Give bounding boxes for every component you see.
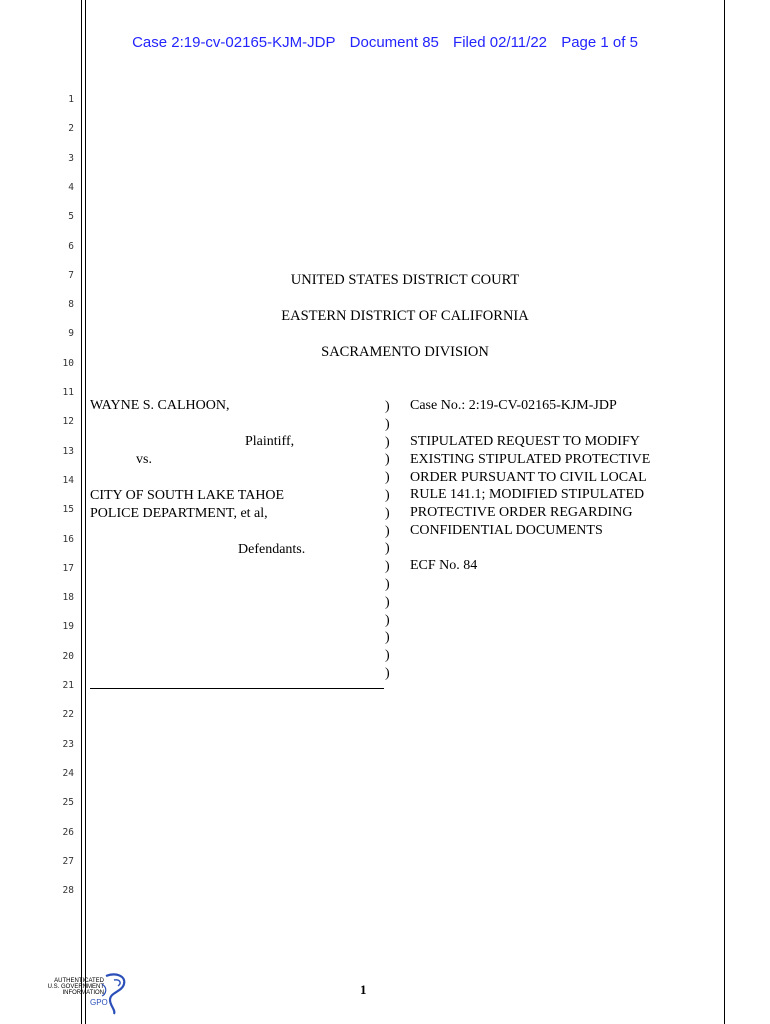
document-title-line: RULE 141.1; MODIFIED STIPULATED <box>410 487 645 503</box>
versus-label: vs. <box>136 452 152 467</box>
line-number: 2 <box>68 123 74 135</box>
gpo-mark: GPO <box>90 998 108 1007</box>
line-number: 19 <box>62 621 74 633</box>
line-number: 17 <box>62 562 74 574</box>
ecf-header <box>0 34 770 51</box>
defendant-name-line-2: POLICE DEPARTMENT, et al, <box>90 506 268 521</box>
line-number: 3 <box>68 152 74 164</box>
caption-paren: ) <box>385 665 390 681</box>
caption-paren: ) <box>385 470 390 486</box>
caption-paren: ) <box>385 541 390 557</box>
line-number: 21 <box>62 680 74 691</box>
court-district: EASTERN DISTRICT OF CALIFORNIA <box>281 308 529 324</box>
line-number: 15 <box>62 504 74 516</box>
line-number: 11 <box>62 387 74 398</box>
right-margin-rule <box>724 0 725 1024</box>
gpo-text-line-1: AUTHENTICATED <box>54 978 104 984</box>
plaintiff-role: Plaintiff, <box>245 434 295 449</box>
document-title-line: PROTECTIVE ORDER REGARDING <box>410 505 633 521</box>
header-page-count: Page 1 of 5 <box>561 34 638 51</box>
line-number: 22 <box>62 709 74 721</box>
caption-paren: ) <box>385 612 390 628</box>
line-number: 1 <box>68 94 74 105</box>
caption-paren: ) <box>385 505 390 521</box>
caption-paren: ) <box>385 416 390 432</box>
page-number: 1 <box>360 982 367 997</box>
defendant-name-line-1: CITY OF SOUTH LAKE TAHOE <box>90 488 285 503</box>
court-division: SACRAMENTO DIVISION <box>321 344 489 360</box>
court-name: UNITED STATES DISTRICT COURT <box>290 272 520 288</box>
left-margin-rule <box>81 0 82 1024</box>
line-number: 5 <box>68 211 74 223</box>
line-number: 8 <box>68 299 74 311</box>
document-title <box>410 433 650 540</box>
gpo-text-line-2: U.S. GOVERNMENT <box>47 984 104 990</box>
line-number: 12 <box>62 416 74 428</box>
gpo-authentication-logo <box>44 970 130 1016</box>
caption-paren: ) <box>385 452 390 468</box>
line-number: 27 <box>62 855 74 867</box>
caption-paren: ) <box>385 559 390 575</box>
caption-paren: ) <box>385 630 390 646</box>
gpo-eagle-icon <box>44 970 130 1016</box>
header-filed-date: Filed 02/11/22 <box>453 34 548 51</box>
gpo-text-line-3: INFORMATION <box>62 990 104 996</box>
case-number: Case No.: 2:19-CV-02165-KJM-JDP <box>410 398 617 413</box>
plaintiff-name: WAYNE S. CALHOON, <box>90 398 230 413</box>
line-number: 28 <box>62 885 74 897</box>
line-number: 7 <box>68 269 74 281</box>
line-number: 4 <box>68 181 74 193</box>
caption-paren-column <box>385 398 390 683</box>
caption-paren: ) <box>385 648 390 664</box>
line-number: 26 <box>62 826 74 838</box>
line-number: 16 <box>62 533 74 545</box>
line-number: 24 <box>62 767 74 779</box>
line-number: 23 <box>62 738 74 750</box>
header-document-number: Document 85 <box>349 34 439 51</box>
line-number: 25 <box>62 797 74 809</box>
defendant-role: Defendants. <box>238 542 306 557</box>
caption-paren: ) <box>385 594 390 610</box>
header-case-number: Case 2:19-cv-02165-KJM-JDP <box>132 34 336 51</box>
document-title-line: EXISTING STIPULATED PROTECTIVE <box>410 451 651 467</box>
caption-paren: ) <box>385 523 390 539</box>
line-number: 14 <box>62 474 74 486</box>
ecf-number: ECF No. 84 <box>410 558 478 573</box>
document-title-line: CONFIDENTIAL DOCUMENTS <box>410 522 603 538</box>
line-number: 13 <box>62 445 74 457</box>
caption-paren: ) <box>385 487 390 503</box>
caption-paren: ) <box>385 399 390 414</box>
document-title-line: STIPULATED REQUEST TO MODIFY <box>410 434 640 449</box>
line-number: 6 <box>68 240 74 252</box>
left-margin-rule-inner <box>85 0 86 1024</box>
line-number: 18 <box>62 592 74 604</box>
line-number: 10 <box>62 357 74 369</box>
caption-paren: ) <box>385 434 390 450</box>
line-number: 9 <box>68 328 74 340</box>
caption-underline <box>90 688 384 689</box>
document-title-line: ORDER PURSUANT TO CIVIL LOCAL <box>410 469 647 485</box>
caption-paren: ) <box>385 576 390 592</box>
line-number: 20 <box>62 650 74 662</box>
